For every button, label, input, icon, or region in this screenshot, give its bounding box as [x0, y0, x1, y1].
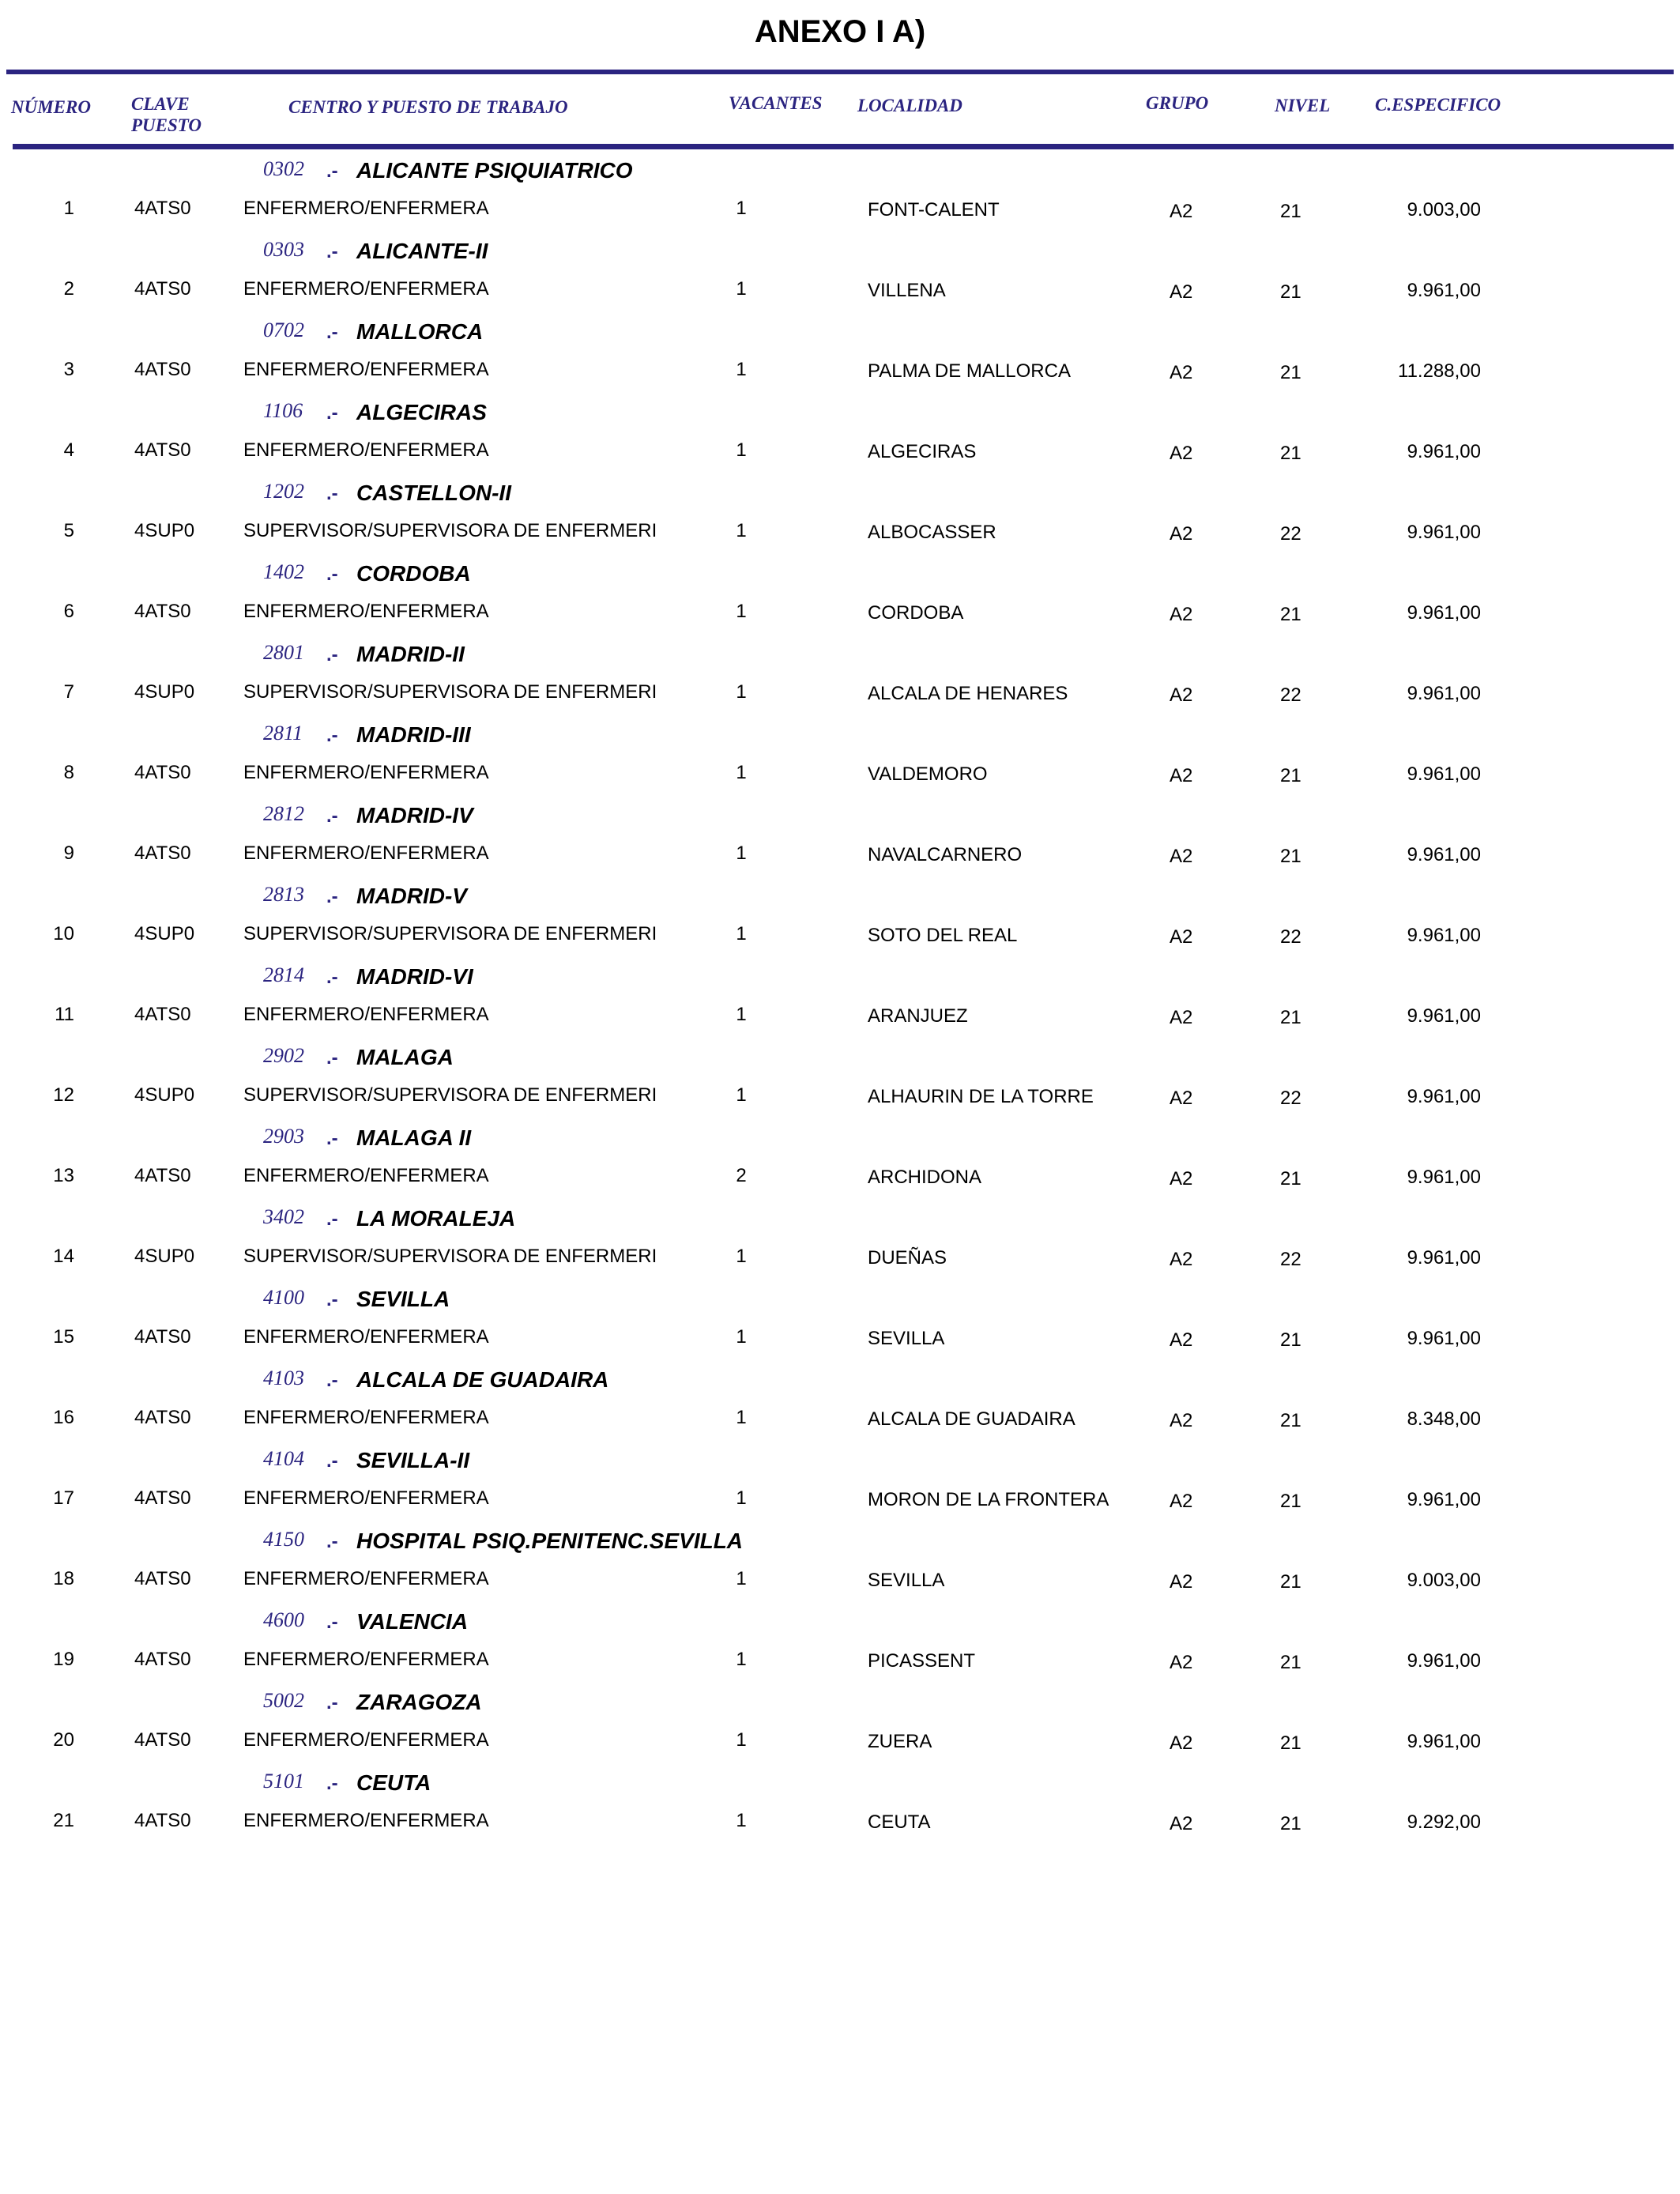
row-numero: 18	[53, 1568, 74, 1589]
centro-code: 2801	[263, 641, 304, 664]
row-nivel: 21	[1280, 1813, 1301, 1834]
row-clave-puesto: 4ATS0	[134, 1729, 191, 1751]
row-vacantes: 1	[736, 923, 747, 944]
row-nivel: 21	[1280, 604, 1301, 625]
code-separator: .-	[326, 1692, 338, 1713]
centro-code: 5101	[263, 1770, 304, 1793]
row-grupo: A2	[1170, 1329, 1193, 1351]
header-localidad: LOCALIDAD	[857, 96, 962, 115]
vacancy-group	[0, 237, 1680, 318]
vacancy-group	[0, 1285, 1680, 1366]
centro-name: MADRID-III	[356, 722, 471, 747]
row-c-especifico: 9.961,00	[1407, 1489, 1481, 1510]
vacancy-group	[0, 801, 1680, 882]
row-grupo: A2	[1170, 1410, 1193, 1431]
centro-code: 4104	[263, 1447, 304, 1470]
header-centro-puesto: CENTRO Y PUESTO DE TRABAJO	[288, 97, 568, 117]
row-vacantes: 1	[736, 1568, 747, 1589]
row-puesto-trabajo: ENFERMERO/ENFERMERA	[243, 1407, 489, 1428]
centro-code: 5002	[263, 1689, 304, 1712]
row-numero: 20	[53, 1729, 74, 1751]
vacancy-group	[0, 1608, 1680, 1688]
row-puesto-trabajo: ENFERMERO/ENFERMERA	[243, 601, 489, 622]
row-grupo: A2	[1170, 201, 1193, 222]
row-localidad: ARANJUEZ	[868, 1005, 968, 1027]
centro-code: 1202	[263, 480, 304, 503]
row-localidad: VILLENA	[868, 280, 946, 301]
row-grupo: A2	[1170, 1652, 1193, 1673]
row-numero: 4	[63, 439, 74, 461]
header-clave-line2: PUESTO	[131, 115, 202, 135]
code-separator: .-	[326, 564, 338, 585]
row-vacantes: 1	[736, 1649, 747, 1670]
row-puesto-trabajo: SUPERVISOR/SUPERVISORA DE ENFERMERI	[243, 1084, 657, 1106]
header-grupo: GRUPO	[1146, 93, 1209, 113]
row-puesto-trabajo: ENFERMERO/ENFERMERA	[243, 1165, 489, 1186]
row-vacantes: 1	[736, 1246, 747, 1267]
centro-code: 2902	[263, 1044, 304, 1067]
row-vacantes: 1	[736, 359, 747, 380]
vacancy-group	[0, 1688, 1680, 1769]
vacancy-list	[0, 156, 1680, 1849]
code-separator: .-	[326, 1612, 338, 1633]
row-grupo: A2	[1170, 443, 1193, 464]
row-nivel: 21	[1280, 1168, 1301, 1189]
code-separator: .-	[326, 967, 338, 988]
row-grupo: A2	[1170, 523, 1193, 545]
row-numero: 10	[53, 923, 74, 944]
centro-name: SEVILLA	[356, 1287, 450, 1311]
row-grupo: A2	[1170, 1732, 1193, 1754]
row-puesto-trabajo: ENFERMERO/ENFERMERA	[243, 278, 489, 300]
row-clave-puesto: 4SUP0	[134, 1084, 195, 1106]
code-separator: .-	[326, 1208, 338, 1230]
row-numero: 15	[53, 1326, 74, 1348]
vacancy-group	[0, 1527, 1680, 1608]
row-numero: 5	[63, 520, 74, 541]
row-localidad: FONT-CALENT	[868, 199, 1000, 221]
row-localidad: CEUTA	[868, 1811, 931, 1833]
row-vacantes: 1	[736, 1326, 747, 1348]
row-nivel: 21	[1280, 765, 1301, 786]
code-separator: .-	[326, 1289, 338, 1310]
row-c-especifico: 9.961,00	[1407, 844, 1481, 865]
vacancy-group	[0, 721, 1680, 801]
row-puesto-trabajo: ENFERMERO/ENFERMERA	[243, 198, 489, 219]
vacancy-group	[0, 1446, 1680, 1527]
centro-name: MADRID-IV	[356, 803, 473, 827]
centro-name: ALGECIRAS	[356, 400, 487, 424]
row-localidad: SEVILLA	[868, 1570, 945, 1591]
row-clave-puesto: 4ATS0	[134, 1649, 191, 1670]
centro-code: 0303	[263, 238, 304, 261]
row-clave-puesto: 4ATS0	[134, 1004, 191, 1025]
row-grupo: A2	[1170, 846, 1193, 867]
row-nivel: 22	[1280, 684, 1301, 706]
header-vacantes: VACANTES	[729, 93, 823, 113]
row-vacantes: 2	[736, 1165, 747, 1186]
row-nivel: 21	[1280, 281, 1301, 303]
code-separator: .-	[326, 1128, 338, 1149]
header-top-rule	[6, 70, 1674, 74]
row-grupo: A2	[1170, 1249, 1193, 1270]
row-c-especifico: 9.961,00	[1407, 763, 1481, 785]
row-localidad: ALCALA DE HENARES	[868, 683, 1068, 704]
row-clave-puesto: 4SUP0	[134, 1246, 195, 1267]
row-localidad: SEVILLA	[868, 1328, 945, 1349]
row-localidad: ARCHIDONA	[868, 1167, 982, 1188]
code-separator: .-	[326, 160, 338, 182]
row-grupo: A2	[1170, 1088, 1193, 1109]
code-separator: .-	[326, 322, 338, 343]
row-numero: 16	[53, 1407, 74, 1428]
code-separator: .-	[326, 805, 338, 827]
row-c-especifico: 9.961,00	[1407, 441, 1481, 462]
row-clave-puesto: 4ATS0	[134, 1568, 191, 1589]
vacancy-group	[0, 560, 1680, 640]
row-vacantes: 1	[736, 1084, 747, 1106]
vacancy-group	[0, 1043, 1680, 1124]
row-clave-puesto: 4SUP0	[134, 520, 195, 541]
row-c-especifico: 9.003,00	[1407, 199, 1481, 221]
row-grupo: A2	[1170, 1168, 1193, 1189]
row-grupo: A2	[1170, 604, 1193, 625]
row-localidad: ALBOCASSER	[868, 522, 996, 543]
row-numero: 19	[53, 1649, 74, 1670]
row-nivel: 21	[1280, 1329, 1301, 1351]
row-nivel: 21	[1280, 1007, 1301, 1028]
row-c-especifico: 9.961,00	[1407, 1731, 1481, 1752]
centro-name: MALLORCA	[356, 319, 484, 344]
row-numero: 9	[63, 843, 74, 864]
page-title: ANEXO I A)	[754, 14, 926, 49]
vacancy-group	[0, 156, 1680, 237]
centro-name: CEUTA	[356, 1770, 431, 1795]
row-numero: 7	[63, 681, 74, 703]
row-puesto-trabajo: ENFERMERO/ENFERMERA	[243, 1487, 489, 1509]
row-numero: 11	[55, 1004, 74, 1025]
row-c-especifico: 9.961,00	[1407, 683, 1481, 704]
vacancy-group	[0, 1769, 1680, 1849]
row-numero: 17	[53, 1487, 74, 1509]
row-c-especifico: 9.961,00	[1407, 1247, 1481, 1269]
row-c-especifico: 9.961,00	[1407, 925, 1481, 946]
code-separator: .-	[326, 1773, 338, 1794]
row-numero: 14	[53, 1246, 74, 1267]
row-nivel: 21	[1280, 443, 1301, 464]
row-vacantes: 1	[736, 1487, 747, 1509]
row-numero: 1	[63, 198, 74, 219]
row-clave-puesto: 4ATS0	[134, 359, 191, 380]
row-nivel: 21	[1280, 1652, 1301, 1673]
code-separator: .-	[326, 483, 338, 504]
centro-name: MADRID-II	[356, 642, 465, 666]
row-clave-puesto: 4SUP0	[134, 681, 195, 703]
row-nivel: 21	[1280, 362, 1301, 383]
row-numero: 13	[53, 1165, 74, 1186]
row-localidad: NAVALCARNERO	[868, 844, 1023, 865]
row-vacantes: 1	[736, 198, 747, 219]
row-vacantes: 1	[736, 601, 747, 622]
row-puesto-trabajo: ENFERMERO/ENFERMERA	[243, 1326, 489, 1348]
centro-code: 2811	[263, 722, 303, 745]
row-clave-puesto: 4ATS0	[134, 1165, 191, 1186]
row-nivel: 21	[1280, 846, 1301, 867]
row-clave-puesto: 4SUP0	[134, 923, 195, 944]
vacancy-group	[0, 882, 1680, 963]
row-numero: 21	[53, 1810, 74, 1831]
code-separator: .-	[326, 1450, 338, 1472]
row-vacantes: 1	[736, 843, 747, 864]
row-puesto-trabajo: ENFERMERO/ENFERMERA	[243, 439, 489, 461]
row-vacantes: 1	[736, 278, 747, 300]
vacancy-group	[0, 479, 1680, 560]
row-c-especifico: 9.961,00	[1407, 1650, 1481, 1672]
row-puesto-trabajo: SUPERVISOR/SUPERVISORA DE ENFERMERI	[243, 681, 657, 703]
centro-name: MADRID-VI	[356, 964, 473, 989]
row-c-especifico: 9.961,00	[1407, 1167, 1481, 1188]
row-c-especifico: 9.961,00	[1407, 1328, 1481, 1349]
code-separator: .-	[326, 725, 338, 746]
row-puesto-trabajo: SUPERVISOR/SUPERVISORA DE ENFERMERI	[243, 520, 657, 541]
row-vacantes: 1	[736, 762, 747, 783]
row-nivel: 22	[1280, 926, 1301, 948]
row-c-especifico: 8.348,00	[1407, 1408, 1481, 1430]
row-clave-puesto: 4ATS0	[134, 1487, 191, 1509]
vacancy-group	[0, 1124, 1680, 1204]
row-nivel: 21	[1280, 1491, 1301, 1512]
row-nivel: 21	[1280, 1410, 1301, 1431]
row-grupo: A2	[1170, 1813, 1193, 1834]
row-c-especifico: 9.961,00	[1407, 1086, 1481, 1107]
row-nivel: 22	[1280, 523, 1301, 545]
vacancy-group	[0, 318, 1680, 398]
row-c-especifico: 9.961,00	[1407, 280, 1481, 301]
centro-name: MALAGA	[356, 1045, 454, 1069]
row-vacantes: 1	[736, 1729, 747, 1751]
centro-name: ALICANTE PSIQUIATRICO	[356, 158, 633, 183]
centro-code: 2903	[263, 1125, 304, 1148]
row-localidad: VALDEMORO	[868, 763, 988, 785]
row-puesto-trabajo: ENFERMERO/ENFERMERA	[243, 1004, 489, 1025]
code-separator: .-	[326, 241, 338, 262]
centro-name: SEVILLA-II	[356, 1448, 470, 1472]
vacancy-group	[0, 1366, 1680, 1446]
row-vacantes: 1	[736, 1407, 747, 1428]
row-c-especifico: 9.961,00	[1407, 602, 1481, 624]
row-puesto-trabajo: ENFERMERO/ENFERMERA	[243, 359, 489, 380]
header-c-especifico: C.ESPECIFICO	[1375, 95, 1501, 115]
code-separator: .-	[326, 1370, 338, 1391]
row-vacantes: 1	[736, 1810, 747, 1831]
centro-code: 0302	[263, 157, 304, 180]
row-numero: 8	[63, 762, 74, 783]
row-nivel: 21	[1280, 1571, 1301, 1593]
row-localidad: PICASSENT	[868, 1650, 976, 1672]
vacancy-group	[0, 963, 1680, 1043]
vacancy-group	[0, 398, 1680, 479]
row-clave-puesto: 4ATS0	[134, 439, 191, 461]
row-localidad: ZUERA	[868, 1731, 932, 1752]
row-clave-puesto: 4ATS0	[134, 601, 191, 622]
row-numero: 2	[63, 278, 74, 300]
centro-code: 3402	[263, 1205, 304, 1228]
centro-name: ZARAGOZA	[356, 1690, 482, 1714]
row-c-especifico: 9.292,00	[1407, 1811, 1481, 1833]
row-puesto-trabajo: ENFERMERO/ENFERMERA	[243, 1810, 489, 1831]
row-puesto-trabajo: ENFERMERO/ENFERMERA	[243, 762, 489, 783]
row-grupo: A2	[1170, 926, 1193, 948]
centro-code: 2812	[263, 802, 304, 825]
row-vacantes: 1	[736, 520, 747, 541]
code-separator: .-	[326, 1531, 338, 1552]
header-numero: NÚMERO	[11, 97, 91, 117]
row-clave-puesto: 4ATS0	[134, 1326, 191, 1348]
centro-code: 4600	[263, 1608, 304, 1631]
centro-code: 1106	[263, 399, 303, 422]
row-localidad: CORDOBA	[868, 602, 964, 624]
row-c-especifico: 9.003,00	[1407, 1570, 1481, 1591]
code-separator: .-	[326, 402, 338, 424]
centro-name: VALENCIA	[356, 1609, 469, 1634]
code-separator: .-	[326, 644, 338, 665]
centro-name: MADRID-V	[356, 884, 467, 908]
vacancy-group	[0, 640, 1680, 721]
centro-name: ALICANTE-II	[356, 239, 488, 263]
centro-name: LA MORALEJA	[356, 1206, 516, 1231]
row-clave-puesto: 4ATS0	[134, 762, 191, 783]
row-c-especifico: 9.961,00	[1407, 1005, 1481, 1027]
row-localidad: SOTO DEL REAL	[868, 925, 1018, 946]
row-grupo: A2	[1170, 362, 1193, 383]
row-c-especifico: 11.288,00	[1398, 360, 1481, 382]
centro-code: 2813	[263, 883, 304, 906]
row-clave-puesto: 4ATS0	[134, 198, 191, 219]
header-bottom-rule	[13, 144, 1674, 149]
row-localidad: ALGECIRAS	[868, 441, 977, 462]
row-puesto-trabajo: ENFERMERO/ENFERMERA	[243, 1729, 489, 1751]
row-grupo: A2	[1170, 1007, 1193, 1028]
row-nivel: 21	[1280, 1732, 1301, 1754]
row-clave-puesto: 4ATS0	[134, 278, 191, 300]
centro-code: 4150	[263, 1528, 304, 1551]
vacancy-group	[0, 1204, 1680, 1285]
row-nivel: 21	[1280, 201, 1301, 222]
centro-name: CORDOBA	[356, 561, 471, 586]
centro-code: 4103	[263, 1367, 304, 1389]
centro-name: ALCALA DE GUADAIRA	[356, 1367, 609, 1392]
header-clave-puesto	[131, 93, 202, 136]
centro-name: HOSPITAL PSIQ.PENITENC.SEVILLA	[356, 1529, 744, 1553]
centro-code: 4100	[263, 1286, 304, 1309]
centro-code: 0702	[263, 319, 304, 341]
row-localidad: DUEÑAS	[868, 1247, 947, 1269]
centro-name: CASTELLON-II	[356, 481, 511, 505]
code-separator: .-	[326, 886, 338, 907]
row-numero: 3	[63, 359, 74, 380]
row-grupo: A2	[1170, 281, 1193, 303]
row-localidad: ALCALA DE GUADAIRA	[868, 1408, 1075, 1430]
row-grupo: A2	[1170, 684, 1193, 706]
row-localidad: MORON DE LA FRONTERA	[868, 1489, 1109, 1510]
centro-code: 1402	[263, 560, 304, 583]
row-puesto-trabajo: ENFERMERO/ENFERMERA	[243, 1649, 489, 1670]
row-puesto-trabajo: SUPERVISOR/SUPERVISORA DE ENFERMERI	[243, 1246, 657, 1267]
row-localidad: PALMA DE MALLORCA	[868, 360, 1071, 382]
row-grupo: A2	[1170, 765, 1193, 786]
row-numero: 6	[63, 601, 74, 622]
row-vacantes: 1	[736, 439, 747, 461]
row-nivel: 22	[1280, 1249, 1301, 1270]
row-nivel: 22	[1280, 1088, 1301, 1109]
header-clave-line1: CLAVE	[131, 94, 190, 114]
row-puesto-trabajo: ENFERMERO/ENFERMERA	[243, 843, 489, 864]
row-clave-puesto: 4ATS0	[134, 843, 191, 864]
header-nivel: NIVEL	[1275, 96, 1331, 115]
row-grupo: A2	[1170, 1571, 1193, 1593]
row-clave-puesto: 4ATS0	[134, 1810, 191, 1831]
row-c-especifico: 9.961,00	[1407, 522, 1481, 543]
row-clave-puesto: 4ATS0	[134, 1407, 191, 1428]
row-grupo: A2	[1170, 1491, 1193, 1512]
row-localidad: ALHAURIN DE LA TORRE	[868, 1086, 1094, 1107]
code-separator: .-	[326, 1047, 338, 1069]
row-puesto-trabajo: SUPERVISOR/SUPERVISORA DE ENFERMERI	[243, 923, 657, 944]
centro-name: MALAGA II	[356, 1125, 472, 1150]
row-vacantes: 1	[736, 1004, 747, 1025]
centro-code: 2814	[263, 963, 304, 986]
row-numero: 12	[53, 1084, 74, 1106]
row-vacantes: 1	[736, 681, 747, 703]
row-puesto-trabajo: ENFERMERO/ENFERMERA	[243, 1568, 489, 1589]
